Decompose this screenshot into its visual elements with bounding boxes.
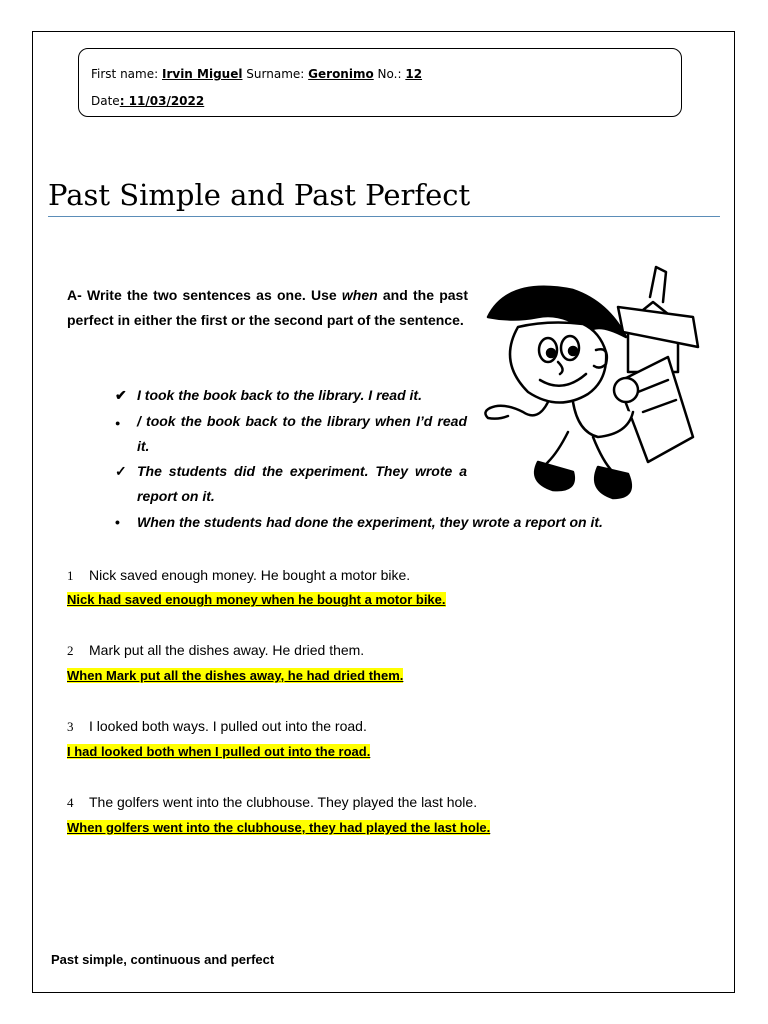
name-row [91,67,422,81]
number-value: 12 [405,67,423,81]
check-icon: ✔ [115,387,127,403]
question-text: The golfers went into the clubhouse. They played the last hole. [89,794,478,810]
example-item [115,409,467,459]
question-text: Mark put all the dishes away. He dried them. [89,642,365,658]
cartoon-boy-illustration [478,262,714,502]
exercise-instructions [67,283,468,333]
question-4 [67,794,477,811]
question-number: 3 [67,719,74,734]
footer-text: Past simple, continuous and perfect [51,952,275,967]
number-label: No.: [377,67,402,81]
question-2 [67,642,364,659]
instructions-prefix: A- Write the two sentences as one. Use [67,287,342,303]
question-number: 1 [67,568,74,583]
question-1 [67,567,410,584]
student-info-box [78,48,682,117]
bullet-icon: ● [115,418,121,428]
date-value: : 11/03/2022 [119,94,205,108]
surname-label: Surname: [246,67,305,81]
question-number: 4 [67,795,74,810]
answer-4: When golfers went into the clubhouse, they had played the last hole. [67,820,491,835]
example-text: / took the book back to the library when I’d read it. [137,413,467,454]
first-name-value: Irvin Miguel [161,67,243,81]
title-underline [48,216,720,217]
page-title: Past Simple and Past Perfect [48,178,471,212]
example-item [115,510,697,535]
question-text: I looked both ways. I pulled out into the road. [89,718,367,734]
answer-2: When Mark put all the dishes away, he had dried them. [67,668,404,683]
answer-1: Nick had saved enough money when he bought a motor bike. [67,592,446,607]
example-text: When the students had done the experiment, they wrote a report on it. [137,514,603,530]
check-icon: ✓ [115,463,127,479]
question-text: Nick saved enough money. He bought a motor bike. [89,567,411,583]
question-3 [67,718,367,735]
question-number: 2 [67,643,74,658]
example-item [115,459,467,509]
surname-value: Geronimo [308,67,374,81]
date-row [91,94,204,108]
date-label: Date [91,94,120,108]
first-name-label: First name: [91,67,159,81]
bullet-icon: • [115,514,120,530]
answer-3: I had looked both when I pulled out into the road. [67,744,371,759]
instructions-keyword: when [341,287,378,303]
example-text: The students did the experiment. They wrote a report on it. [137,463,467,504]
example-item [115,383,467,408]
example-text: I took the book back to the library. I read it. [137,387,422,403]
instructions-suffix: and the past perfect in either the first or the second part of the sentence. [67,287,468,328]
